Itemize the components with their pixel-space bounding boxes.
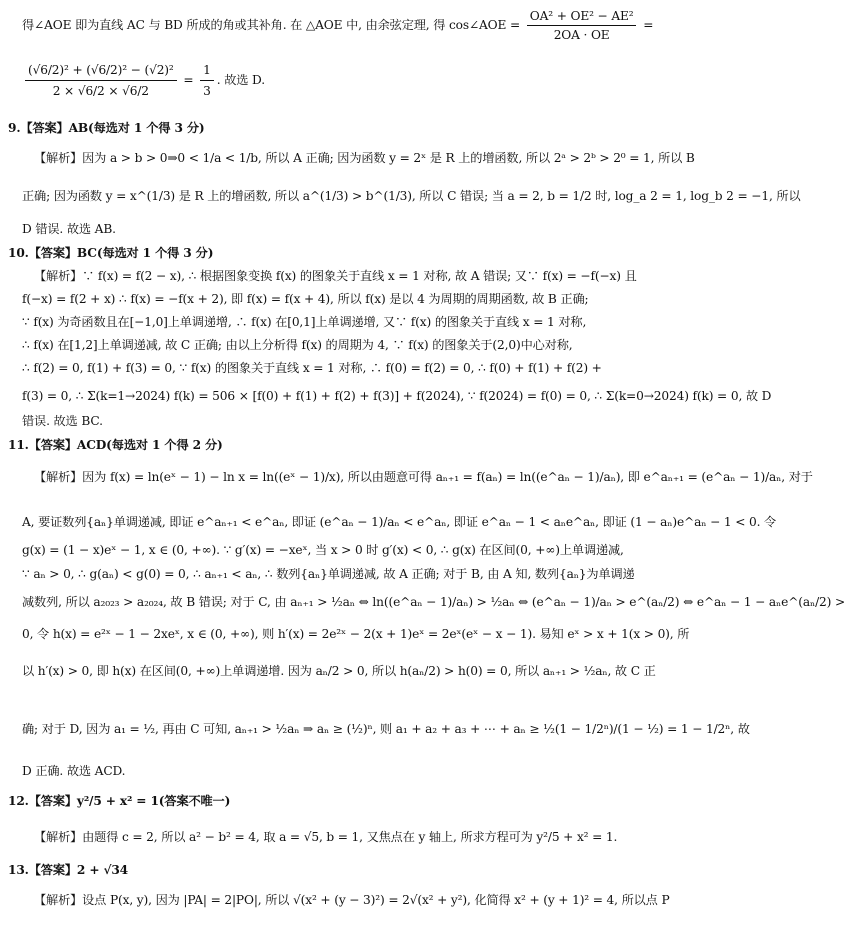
- text-line: g(x) = (1 − x)eˣ − 1, x ∈ (0, +∞). ∵ g′(x) = −xeˣ, 当 x > 0 时 g′(x) < 0, ∴ g(x) 在区间(0, +∞)上单调递减,: [22, 543, 624, 557]
- fraction-numerator: OA² + OE² − AE²: [527, 7, 637, 26]
- text-span: . 故选 D.: [216, 73, 265, 87]
- text-line: 【解析】因为 a > b > 0⇒0 < 1/a < 1/b, 所以 A 正确; 因为函数 y = 2ˣ 是 R 上的增函数, 所以 2ᵃ > 2ᵇ > 2⁰ = 1, 所以 B: [34, 151, 695, 165]
- fraction-numerator: (√6/2)² + (√6/2)² − (√2)²: [25, 60, 177, 81]
- computation-fraction: [25, 60, 177, 101]
- text-line: f(−x) = f(2 + x) ∴ f(x) = −f(x + 2), 即 f(x) = f(x + 4), 所以 f(x) 是以 4 为周期的周期函数, 故 B 正确;: [22, 292, 589, 306]
- text-line: A, 要证数列{aₙ}单调递减, 即证 e^aₙ₊₁ < e^aₙ, 即证 (e^aₙ − 1)/aₙ < e^aₙ, 即证 e^aₙ − 1 < aₙe^aₙ, 即证 (1 − aₙ)e^aₙ − 1 < 0. 令: [22, 515, 777, 529]
- text-span: =: [639, 18, 654, 32]
- text-line: ∵ aₙ > 0, ∴ g(aₙ) < g(0) = 0, ∴ aₙ₊₁ < aₙ, ∴ 数列{aₙ}单调递减, 故 A 正确; 对于 B, 由 A 知, 数列{aₙ}为单调递: [22, 567, 635, 581]
- answer-heading-9: 9.【答案】AB(每选对 1 个得 3 分): [8, 121, 205, 135]
- text-line: 【解析】因为 f(x) = ln(eˣ − 1) − ln x = ln((eˣ − 1)/x), 所以由题意可得 aₙ₊₁ = f(aₙ) = ln((e^aₙ − 1)/aₙ), 即 e^aₙ₊₁ = (e^aₙ − 1)/aₙ, 对于: [34, 470, 813, 484]
- text-line: ∴ f(2) = 0, f(1) + f(3) = 0, ∵ f(x) 的图象关于直线 x = 1 对称, ∴ f(0) = f(2) = 0, ∴ f(0) + f(1) + f(2) +: [22, 361, 602, 375]
- text-line: 错误. 故选 BC.: [22, 414, 103, 428]
- text-line: 【解析】由题得 c = 2, 所以 a² − b² = 4, 取 a = √5, b = 1, 又焦点在 y 轴上, 所求方程可为 y²/5 + x² = 1.: [34, 830, 618, 844]
- text-line: [22, 60, 672, 102]
- text-span: 得∠AOE 即为直线 AC 与 BD 所成的角或其补角. 在 △AOE 中, 由余弦定理, 得 cos∠AOE =: [22, 18, 524, 32]
- text-line: D 正确. 故选 ACD.: [22, 764, 126, 778]
- cosine-fraction: [527, 7, 637, 44]
- text-line: D 错误. 故选 AB.: [22, 222, 116, 236]
- answer-heading-13: 13.【答案】2 + √34: [8, 863, 129, 877]
- text-line: 减数列, 所以 a₂₀₂₃ > a₂₀₂₄, 故 B 错误; 对于 C, 由 aₙ₊₁ > ½aₙ ⇔ ln((e^aₙ − 1)/aₙ) > ½aₙ ⇔ (e^aₙ − 1)/aₙ > e^(aₙ/2) ⇔ e^aₙ − 1 − aₙe^(aₙ/2) >: [22, 595, 845, 609]
- text-line: ∵ f(x) 为奇函数且在[−1,0]上单调递增, ∴ f(x) 在[0,1]上单调递增, 又∵ f(x) 的图象关于直线 x = 1 对称,: [22, 315, 587, 329]
- text-line: 以 h′(x) > 0, 即 h(x) 在区间(0, +∞)上单调递增. 因为 aₙ/2 > 0, 所以 h(aₙ/2) > h(0) = 0, 所以 aₙ₊₁ > ½aₙ, 故 C 正: [22, 664, 656, 678]
- answer-heading-12: 12.【答案】y²/5 + x² = 1(答案不唯一): [8, 794, 231, 808]
- text-line: 正确; 因为函数 y = x^(1/3) 是 R 上的增函数, 所以 a^(1/3) > b^(1/3), 所以 C 错误; 当 a = 2, b = 1/2 时, log_a 2 = 1, log_b 2 = −1, 所以: [22, 189, 801, 203]
- answer-heading-11: 11.【答案】ACD(每选对 1 个得 2 分): [8, 438, 223, 452]
- fraction-denominator: 3: [203, 84, 211, 98]
- answer-heading-10: 10.【答案】BC(每选对 1 个得 3 分): [8, 246, 214, 260]
- text-line: 0, 令 h(x) = e²ˣ − 1 − 2xeˣ, x ∈ (0, +∞), 则 h′(x) = 2e²ˣ − 2(x + 1)eˣ = 2eˣ(eˣ − x − 1). 易知 eˣ > x + 1(x > 0), 所: [22, 627, 690, 641]
- text-span: =: [179, 73, 198, 87]
- text-line: ∴ f(x) 在[1,2]上单调递减, 故 C 正确; 由以上分析得 f(x) 的周期为 4, ∵ f(x) 的图象关于(2,0)中心对称,: [22, 338, 573, 352]
- text-line: f(3) = 0, ∴ Σ(k=1→2024) f(k) = 506 × [f(0) + f(1) + f(2) + f(3)] + f(2024), ∵ f(2024) = f(0) = 0, ∴ Σ(k=0→2024) f(k) = 0, 故 D: [22, 389, 772, 403]
- fraction-denominator: 2 × √6/2 × √6/2: [52, 84, 149, 98]
- text-line: 确; 对于 D, 因为 a₁ = ½, 再由 C 可知, aₙ₊₁ > ½aₙ ⇒ aₙ ≥ (½)ⁿ, 则 a₁ + a₂ + a₃ + ⋯ + aₙ ≥ ½(1 − 1/2ⁿ)/(1 − ½) = 1 − 1/2ⁿ, 故: [22, 722, 750, 736]
- text-line: [22, 7, 672, 44]
- fraction-denominator: 2OA · OE: [553, 28, 610, 42]
- text-line: 【解析】∵ f(x) = f(2 − x), ∴ 根据图象变换 f(x) 的图象关于直线 x = 1 对称, 故 A 错误; 又∵ f(x) = −f(−x) 且: [34, 269, 637, 283]
- result-fraction: [200, 60, 214, 101]
- text-line: 【解析】设点 P(x, y), 因为 |PA| = 2|PO|, 所以 √(x² + (y − 3)²) = 2√(x² + y²), 化简得 x² + (y + 1)² = 4, 所以点 P: [34, 893, 670, 907]
- fraction-numerator: 1: [200, 60, 214, 81]
